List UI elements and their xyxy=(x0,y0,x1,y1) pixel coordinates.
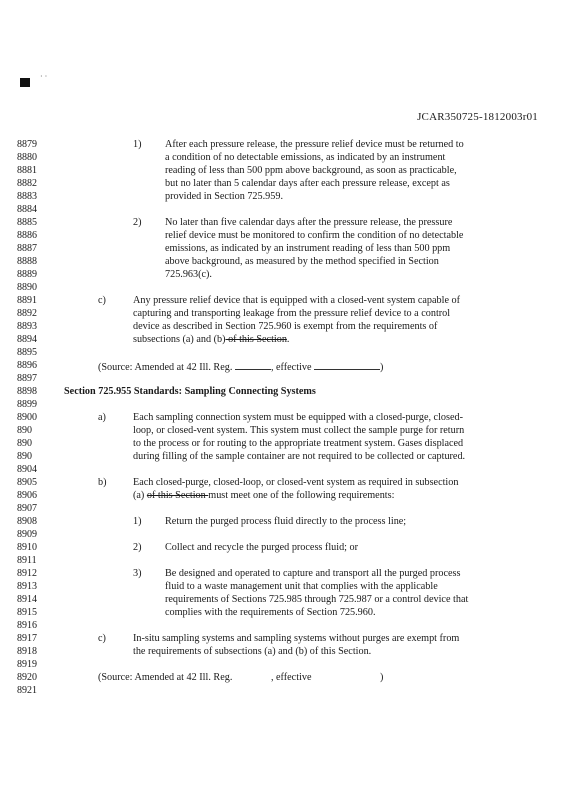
section-heading: Section 725.955 Standards: Sampling Connecting Systems xyxy=(64,386,316,397)
line-number: 8897 xyxy=(17,373,37,384)
line-number: 8921 xyxy=(17,685,37,696)
line-number: 890 xyxy=(17,425,32,436)
paragraph-line: capturing and transporting leakage from the pressure relief device to a control xyxy=(133,308,451,319)
line-number: 8884 xyxy=(17,204,37,215)
item-b1-marker: 1) xyxy=(133,139,142,150)
line-number: 8914 xyxy=(17,594,37,605)
paragraph-line: Return the purged process fluid directly to the process line; xyxy=(165,516,407,527)
line-number: 8895 xyxy=(17,347,37,358)
paragraph-line-with-deletion xyxy=(133,334,289,346)
paragraph-line: No later than five calendar days after the pressure release, the pressure xyxy=(165,217,453,228)
line-number: 8886 xyxy=(17,230,37,241)
line-number: 8882 xyxy=(17,178,37,189)
paragraph-line: Any pressure relief device that is equipped with a closed-vent system capable of xyxy=(133,295,461,306)
line-number: 890 xyxy=(17,438,32,449)
line-number: 8911 xyxy=(17,555,37,566)
item-b2-marker: 2) xyxy=(133,217,142,228)
paragraph-line: 725.963(c). xyxy=(165,269,212,280)
line-number: 8905 xyxy=(17,477,37,488)
line-number: 8898 xyxy=(17,386,37,397)
source-middle: , effective xyxy=(270,672,315,683)
paragraph-line: Collect and recycle the purged process fluid; or xyxy=(165,542,359,553)
paragraph-line: Each sampling connection system must be equipped with a closed-purge, closed- xyxy=(133,412,463,423)
paragraph-line: above background, as measured by the method specified in Section xyxy=(165,256,439,267)
line-number: 8904 xyxy=(17,464,37,475)
paragraph-line: provided in Section 725.959. xyxy=(165,191,283,202)
line-number: 8880 xyxy=(17,152,37,163)
line-number: 8900 xyxy=(17,412,37,423)
scan-dots: · · xyxy=(40,72,48,81)
paragraph-line: loop, or closed-vent system. This system must collect the sample purge for return xyxy=(133,425,465,436)
reg-blank xyxy=(235,360,271,370)
line-number: 8887 xyxy=(17,243,37,254)
line-number: 8913 xyxy=(17,581,37,592)
paragraph-line: during filling of the sample container are not required to be collected or captured. xyxy=(133,451,466,462)
paragraph-line: Each closed-purge, closed-loop, or closed-vent system as required in subsection xyxy=(133,477,459,488)
line-number: 8881 xyxy=(17,165,37,176)
item-b-sub3-marker: 3) xyxy=(133,568,142,579)
line-number: 8906 xyxy=(17,490,37,501)
line-number: 8896 xyxy=(17,360,37,371)
source-prefix: (Source: Amended at 42 Ill. Reg. xyxy=(98,672,235,683)
paragraph-line: emissions, as indicated by an instrument reading of less than 500 ppm xyxy=(165,243,451,254)
line-number: 8885 xyxy=(17,217,37,228)
line-number: 8899 xyxy=(17,399,37,410)
line-number: 8908 xyxy=(17,516,37,527)
line-number: 8910 xyxy=(17,542,37,553)
paragraph-line: a condition of no detectable emissions, as indicated by an instrument xyxy=(165,152,446,163)
line-number: 8912 xyxy=(17,568,37,579)
line-number: 8889 xyxy=(17,269,37,280)
text-deleted: of this Section xyxy=(225,334,287,345)
line-number: 8915 xyxy=(17,607,37,618)
line-number: 8890 xyxy=(17,282,37,293)
paragraph-line: In-situ sampling systems and sampling systems without purges are exempt from xyxy=(133,633,460,644)
line-number: 8894 xyxy=(17,334,37,345)
document-id: JCAR350725-1812003r01 xyxy=(417,111,538,123)
scan-mark-icon xyxy=(20,78,30,87)
line-number: 8879 xyxy=(17,139,37,150)
line-number: 8907 xyxy=(17,503,37,514)
line-number: 890 xyxy=(17,451,32,462)
item-b-sub2-marker: 2) xyxy=(133,542,142,553)
line-number: 8920 xyxy=(17,672,37,683)
text-kept: subsections (a) and (b) xyxy=(133,334,226,345)
item-b-sub1-marker: 1) xyxy=(133,516,142,527)
paragraph-line: After each pressure release, the pressure relief device must be returned to xyxy=(165,139,464,150)
source-middle: , effective xyxy=(270,362,315,373)
source-suffix: ) xyxy=(380,672,384,683)
paragraph-line: device as described in Section 725.960 is exempt from the requirements of xyxy=(133,321,438,332)
line-number: 8883 xyxy=(17,191,37,202)
source-note xyxy=(98,672,383,684)
paragraph-line: to the process or for routing to the appropriate treatment system. Gases displaced xyxy=(133,438,464,449)
paragraph-line-with-deletion xyxy=(133,490,394,502)
item-c2-marker: c) xyxy=(98,633,106,644)
line-number: 8918 xyxy=(17,646,37,657)
text-kept: must meet one of the following requirements: xyxy=(208,490,395,501)
line-number: 8919 xyxy=(17,659,37,670)
paragraph-line: Be designed and operated to capture and transport all the purged process xyxy=(165,568,461,579)
line-number: 8892 xyxy=(17,308,37,319)
text-kept: (a) xyxy=(133,490,147,501)
line-number: 8909 xyxy=(17,529,37,540)
paragraph-line: but no later than 5 calendar days after each pressure release, except as xyxy=(165,178,450,189)
item-a-marker: a) xyxy=(98,412,106,423)
item-b-marker: b) xyxy=(98,477,107,488)
paragraph-line: the requirements of subsections (a) and (b) of this Section. xyxy=(133,646,372,657)
effective-date-blank xyxy=(314,360,380,370)
line-number: 8893 xyxy=(17,321,37,332)
paragraph-line: reading of less than 500 ppm above background, as soon as practicable, xyxy=(165,165,457,176)
line-number: 8891 xyxy=(17,295,37,306)
item-c-marker: c) xyxy=(98,295,106,306)
text-deleted: of this Section xyxy=(146,490,209,501)
line-number: 8916 xyxy=(17,620,37,631)
source-note xyxy=(98,360,383,374)
paragraph-line: relief device must be monitored to confirm the condition of no detectable xyxy=(165,230,464,241)
paragraph-line: fluid to a waste management unit that complies with the applicable xyxy=(165,581,438,592)
line-number: 8888 xyxy=(17,256,37,267)
source-suffix: ) xyxy=(380,362,384,373)
paragraph-line: complies with the requirements of Section 725.960. xyxy=(165,607,376,618)
text-kept: . xyxy=(286,334,290,345)
line-number: 8917 xyxy=(17,633,37,644)
paragraph-line: requirements of Sections 725.985 through 725.987 or a control device that xyxy=(165,594,469,605)
source-prefix: (Source: Amended at 42 Ill. Reg. xyxy=(98,362,235,373)
